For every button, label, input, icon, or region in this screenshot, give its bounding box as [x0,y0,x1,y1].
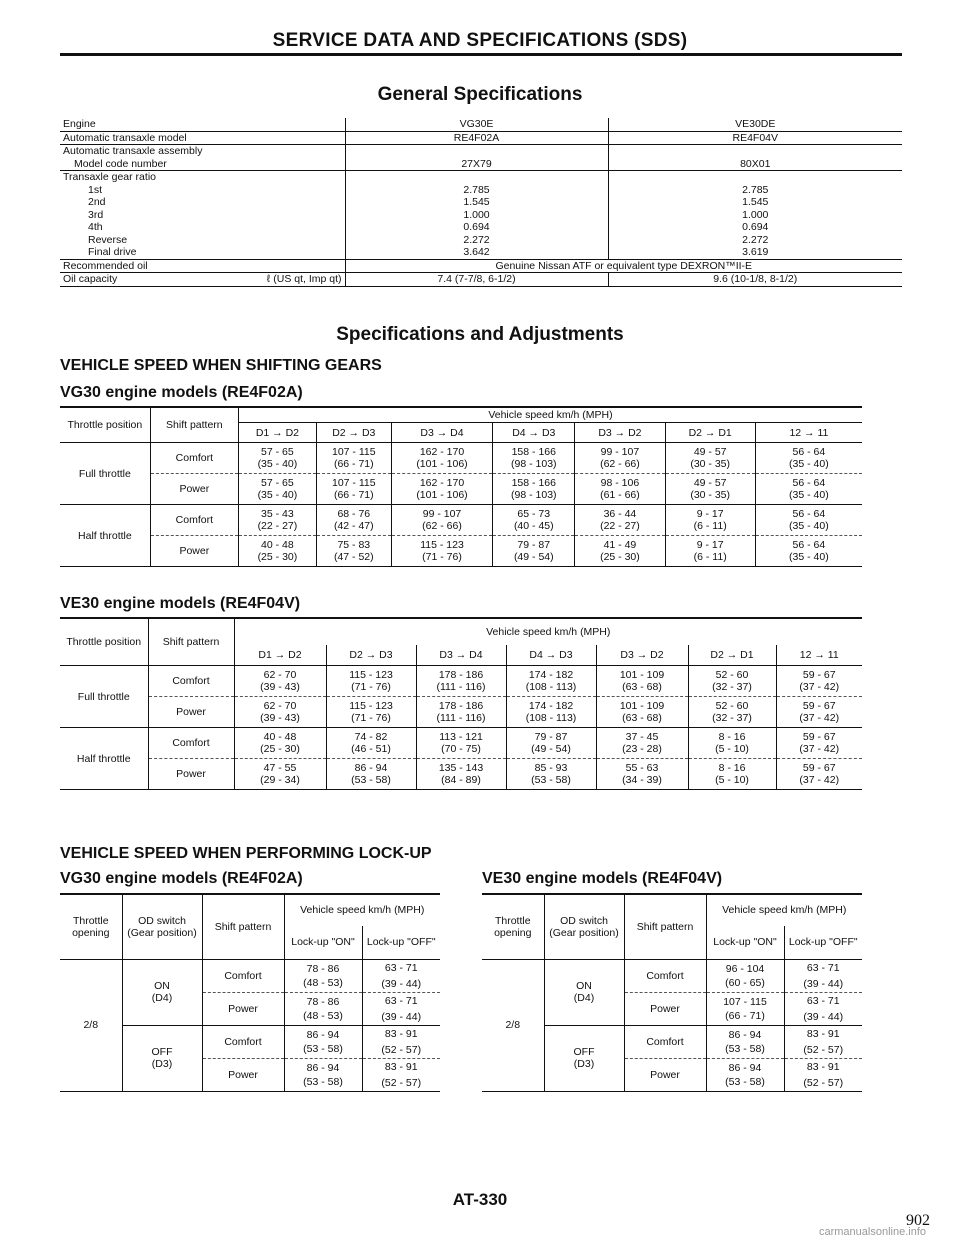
table-row: Power 40 - 48 75 - 83 115 - 123 79 - 87 41 - 49 9 - 17 56 - 64 [60,536,862,552]
table-row: Half throttle Comfort 40 - 48 74 - 82 113 - 121 79 - 87 37 - 45 8 - 16 59 - 67 [60,728,862,744]
speed-kmh-cell: 68 - 76 [316,505,391,521]
lockup-on-kmh: 86 - 94 [284,1025,362,1042]
lockup-off-mph: (39 - 44) [362,1009,440,1026]
speed-kmh-cell: 59 - 67 [776,759,862,775]
lockup-off-kmh: 83 - 91 [784,1025,862,1042]
lockup-off-mph: (52 - 57) [784,1075,862,1092]
speed-mph-cell: (22 - 27) [238,520,316,536]
speed-mph-cell: (37 - 42) [776,774,862,790]
oil-capacity-ve: 9.6 (10-1/8, 8-1/2) [608,273,902,287]
speed-mph-cell: (108 - 113) [506,681,596,697]
speed-mph-cell: (62 - 66) [391,520,493,536]
shift-speed-heading: VEHICLE SPEED WHEN SHIFTING GEARS [60,357,382,374]
speed-mph-cell: (71 - 76) [326,712,416,728]
vehicle-speed-header: Vehicle speed km/h (MPH) [284,894,440,926]
speed-mph-cell: (70 - 75) [416,743,506,759]
lockup-on-header: Lock-up "ON" [706,926,784,960]
transition-header-5: D2 → D1 [688,645,776,665]
lockup-off-kmh: 83 - 91 [784,1058,862,1075]
table-row [60,407,862,423]
speed-mph-cell: (46 - 51) [326,743,416,759]
speed-mph-cell: (98 - 103) [493,489,575,505]
speed-mph-cell: (35 - 40) [755,489,862,505]
od-on-cell: ON (D4) [544,960,624,1026]
throttle-position-header: Throttle position [60,407,150,443]
table-row: Power 57 - 65 107 - 115 162 - 170 158 - 166 98 - 106 49 - 57 56 - 64 [60,474,862,490]
gear-ratio-label: Transaxle gear ratio [63,171,156,184]
transition-header-5: D2 → D1 [665,423,755,443]
transition-header-4: D3 → D2 [596,645,688,665]
speed-mph-cell: (22 - 27) [575,520,665,536]
speed-kmh-cell: 115 - 123 [326,697,416,713]
speed-kmh-cell: 56 - 64 [755,505,862,521]
speed-mph-cell: (98 - 103) [493,458,575,474]
lockup-on-mph: (53 - 58) [706,1042,784,1059]
speed-kmh-cell: 59 - 67 [776,666,862,682]
speed-mph-cell: (40 - 45) [493,520,575,536]
speed-mph-cell: (30 - 35) [665,489,755,505]
lockup-on-mph: (53 - 58) [706,1075,784,1092]
speed-mph-cell: (5 - 10) [688,743,776,759]
table-row: Reverse 2.272 2.272 [60,234,902,247]
speed-mph-cell: (66 - 71) [316,458,391,474]
speed-mph-cell: (111 - 116) [416,681,506,697]
watermark: carmanualsonline.info [818,1226,926,1238]
speed-kmh-cell: 59 - 67 [776,728,862,744]
lockup-on-mph: (66 - 71) [706,1009,784,1026]
speed-kmh-cell: 55 - 63 [596,759,688,775]
table-row: 1st 2.785 2.785 [60,184,902,197]
speed-mph-cell: (6 - 11) [665,520,755,536]
speed-kmh-cell: 74 - 82 [326,728,416,744]
transition-header-6: 12 → 11 [776,645,862,665]
speed-kmh-cell: 135 - 143 [416,759,506,775]
speed-mph-cell: (25 - 30) [238,551,316,567]
transition-header-2: D3 → D4 [416,645,506,665]
lockup-on-kmh: 78 - 86 [284,960,362,976]
throttle-opening-header: Throttle opening [482,894,544,960]
shift-pattern-cell: Power [624,992,706,1025]
vg30-lockup-table [60,893,440,1092]
full-throttle-label: Full throttle [60,443,150,505]
lockup-off-kmh: 63 - 71 [362,992,440,1009]
table-row: Final drive 3.642 3.619 [60,246,902,259]
table-row [60,131,902,145]
throttle-opening-header: Throttle opening [60,894,122,960]
speed-mph-cell: (35 - 40) [238,489,316,505]
general-specifications-table [60,118,902,287]
ve30-lockup-table [482,893,862,1092]
recommended-oil-label: Recommended oil [60,259,345,273]
speed-mph-cell: (37 - 42) [776,743,862,759]
table-row [60,145,902,158]
speed-mph-cell: (53 - 58) [326,774,416,790]
speed-kmh-cell: 9 - 17 [665,536,755,552]
transition-header-1: D2 → D3 [316,423,391,443]
ve30-lockup-heading: VE30 engine models (RE4F04V) [482,870,723,887]
table-row: Half throttle Comfort 35 - 43 68 - 76 99 - 107 65 - 73 36 - 44 9 - 17 56 - 64 [60,505,862,521]
page-code: AT-330 [452,1190,508,1209]
lockup-off-mph: (52 - 57) [362,1042,440,1059]
lockup-off-header: Lock-up "OFF" [362,926,440,960]
table-row: 2nd 1.545 1.545 [60,196,902,209]
speed-kmh-cell: 101 - 109 [596,666,688,682]
speed-kmh-cell: 101 - 109 [596,697,688,713]
speed-kmh-cell: 57 - 65 [238,474,316,490]
model-code-ve: 80X01 [608,158,902,171]
transaxle-model-ve: RE4F04V [608,131,902,145]
speed-mph-cell: (66 - 71) [316,489,391,505]
engine-ve: VE30DE [608,118,902,131]
lockup-on-mph: (48 - 53) [284,1009,362,1026]
table-row [60,158,902,171]
lockup-on-kmh: 78 - 86 [284,992,362,1009]
speed-kmh-cell: 99 - 107 [391,505,493,521]
model-code-vg: 27X79 [345,158,608,171]
speed-mph-cell: (35 - 40) [755,520,862,536]
speed-kmh-cell: 52 - 60 [688,666,776,682]
table-row: 3rd 1.000 1.000 [60,209,902,222]
throttle-opening-value: 2/8 [60,960,122,1092]
vg30-lockup-heading: VG30 engine models (RE4F02A) [60,870,303,887]
speed-mph-cell: (35 - 40) [755,458,862,474]
table-row: Power 62 - 70 115 - 123 178 - 186 174 - 182 101 - 109 52 - 60 59 - 67 [60,697,862,713]
speed-mph-cell: (84 - 89) [416,774,506,790]
shift-pattern-header: Shift pattern [624,894,706,960]
lockup-off-mph: (39 - 44) [784,1009,862,1026]
speed-kmh-cell: 62 - 70 [234,666,326,682]
page-number: 902 [906,1212,930,1229]
lockup-on-mph: (60 - 65) [706,976,784,993]
table-row [60,171,902,184]
transaxle-model-label: Automatic transaxle model [60,131,345,145]
speed-kmh-cell: 41 - 49 [575,536,665,552]
oil-capacity-label: Oil capacity [63,273,118,286]
speed-kmh-cell: 62 - 70 [234,697,326,713]
model-code-label: Model code number [60,158,345,171]
speed-mph-cell: (108 - 113) [506,712,596,728]
speed-kmh-cell: 57 - 65 [238,443,316,459]
speed-mph-cell: (35 - 40) [238,458,316,474]
transition-header-2: D3 → D4 [391,423,493,443]
shift-pattern-header: Shift pattern [150,407,238,443]
oil-capacity-vg: 7.4 (7-7/8, 6-1/2) [345,273,608,287]
vehicle-speed-header: Vehicle speed km/h (MPH) [238,407,862,423]
speed-mph-cell: (32 - 37) [688,712,776,728]
transaxle-model-vg: RE4F02A [345,131,608,145]
od-on-cell: ON (D4) [122,960,202,1026]
speed-kmh-cell: 85 - 93 [506,759,596,775]
speed-mph-cell: (61 - 66) [575,489,665,505]
speed-mph-cell: (101 - 106) [391,458,493,474]
lockup-off-kmh: 63 - 71 [784,992,862,1009]
transition-header-1: D2 → D3 [326,645,416,665]
od-off-cell: OFF (D3) [122,1025,202,1091]
lockup-on-kmh: 86 - 94 [284,1058,362,1075]
speed-kmh-cell: 40 - 48 [234,728,326,744]
speed-mph-cell: (49 - 54) [506,743,596,759]
table-row [482,894,862,926]
shift-pattern-cell: Power [202,992,284,1025]
od-off-cell: OFF (D3) [544,1025,624,1091]
lockup-on-kmh: 107 - 115 [706,992,784,1009]
speed-mph-cell: (47 - 52) [316,551,391,567]
speed-mph-cell: (37 - 42) [776,681,862,697]
full-throttle-label: Full throttle [60,666,148,728]
lockup-on-mph: (53 - 58) [284,1075,362,1092]
lockup-on-kmh: 96 - 104 [706,960,784,976]
speed-kmh-cell: 115 - 123 [326,666,416,682]
shift-pattern-cell: Comfort [202,960,284,993]
vehicle-speed-header: Vehicle speed km/h (MPH) [706,894,862,926]
assembly-label: Automatic transaxle assembly [63,145,203,158]
transition-header-3: D4 → D3 [493,423,575,443]
speed-kmh-cell: 65 - 73 [493,505,575,521]
lockup-on-mph: (48 - 53) [284,976,362,993]
shift-pattern-cell: Power [624,1058,706,1091]
speed-kmh-cell: 79 - 87 [506,728,596,744]
half-throttle-label: Half throttle [60,728,148,790]
shift-pattern-header: Shift pattern [148,618,234,666]
speed-kmh-cell: 49 - 57 [665,474,755,490]
transition-header-0: D1 → D2 [238,423,316,443]
lockup-on-kmh: 86 - 94 [706,1058,784,1075]
speed-mph-cell: (53 - 58) [506,774,596,790]
speed-mph-cell: (62 - 66) [575,458,665,474]
speed-mph-cell: (23 - 28) [596,743,688,759]
table-row [482,960,862,976]
speed-kmh-cell: 107 - 115 [316,443,391,459]
table-row [60,259,902,273]
speed-mph-cell: (34 - 39) [596,774,688,790]
speed-mph-cell: (42 - 47) [316,520,391,536]
oil-capacity-unit: ℓ (US qt, Imp qt) [266,273,342,286]
lockup-on-mph: (53 - 58) [284,1042,362,1059]
speed-mph-cell: (37 - 42) [776,712,862,728]
speed-mph-cell: (101 - 106) [391,489,493,505]
speed-kmh-cell: 36 - 44 [575,505,665,521]
speed-kmh-cell: 115 - 123 [391,536,493,552]
lockup-off-mph: (39 - 44) [362,976,440,993]
speed-kmh-cell: 56 - 64 [755,474,862,490]
table-row: Full throttle Comfort 57 - 65 107 - 115 162 - 170 158 - 166 99 - 107 49 - 57 56 - 64 [60,443,862,459]
page-title: SERVICE DATA AND SPECIFICATIONS (SDS) [272,30,688,51]
speed-mph-cell: (111 - 116) [416,712,506,728]
speed-kmh-cell: 98 - 106 [575,474,665,490]
lockup-off-mph: (39 - 44) [784,976,862,993]
speed-kmh-cell: 49 - 57 [665,443,755,459]
speed-kmh-cell: 99 - 107 [575,443,665,459]
table-row [60,894,440,926]
speed-kmh-cell: 47 - 55 [234,759,326,775]
speed-kmh-cell: 178 - 186 [416,666,506,682]
table-row [60,960,440,976]
transition-header-0: D1 → D2 [234,645,326,665]
speed-mph-cell: (63 - 68) [596,681,688,697]
speed-kmh-cell: 59 - 67 [776,697,862,713]
engine-label: Engine [60,118,345,131]
speed-mph-cell: (71 - 76) [391,551,493,567]
shift-pattern-cell: Power [202,1058,284,1091]
speed-mph-cell: (63 - 68) [596,712,688,728]
table-row [60,273,902,287]
lockup-off-kmh: 83 - 91 [362,1058,440,1075]
shift-pattern-cell: Comfort [624,1025,706,1058]
vg30-shift-heading: VG30 engine models (RE4F02A) [60,384,303,401]
speed-kmh-cell: 162 - 170 [391,443,493,459]
speed-kmh-cell: 56 - 64 [755,443,862,459]
lockup-off-header: Lock-up "OFF" [784,926,862,960]
speed-mph-cell: (29 - 34) [234,774,326,790]
lockup-on-kmh: 86 - 94 [706,1025,784,1042]
ve30-shift-heading: VE30 engine models (RE4F04V) [60,595,301,612]
table-row: Full throttle Comfort 62 - 70 115 - 123 178 - 186 174 - 182 101 - 109 52 - 60 59 - 67 [60,666,862,682]
engine-vg: VG30E [345,118,608,131]
speed-mph-cell: (5 - 10) [688,774,776,790]
speed-kmh-cell: 56 - 64 [755,536,862,552]
speed-kmh-cell: 9 - 17 [665,505,755,521]
speed-mph-cell: (71 - 76) [326,681,416,697]
speed-mph-cell: (32 - 37) [688,681,776,697]
table-row: Power 47 - 55 86 - 94 135 - 143 85 - 93 55 - 63 8 - 16 59 - 67 [60,759,862,775]
speed-kmh-cell: 40 - 48 [238,536,316,552]
speed-kmh-cell: 107 - 115 [316,474,391,490]
shift-pattern-header: Shift pattern [202,894,284,960]
speed-mph-cell: (39 - 43) [234,712,326,728]
speed-kmh-cell: 158 - 166 [493,443,575,459]
speed-kmh-cell: 113 - 121 [416,728,506,744]
speed-mph-cell: (49 - 54) [493,551,575,567]
speed-mph-cell: (35 - 40) [755,551,862,567]
lockup-off-kmh: 63 - 71 [362,960,440,976]
speed-kmh-cell: 79 - 87 [493,536,575,552]
speed-kmh-cell: 174 - 182 [506,697,596,713]
transition-header-3: D4 → D3 [506,645,596,665]
transition-header-4: D3 → D2 [575,423,665,443]
speed-kmh-cell: 35 - 43 [238,505,316,521]
lockup-off-mph: (52 - 57) [784,1042,862,1059]
lockup-off-kmh: 63 - 71 [784,960,862,976]
transition-header-6: 12 → 11 [755,423,862,443]
speed-kmh-cell: 52 - 60 [688,697,776,713]
speed-mph-cell: (6 - 11) [665,551,755,567]
od-switch-header: OD switch (Gear position) [544,894,624,960]
speed-kmh-cell: 8 - 16 [688,728,776,744]
speed-kmh-cell: 86 - 94 [326,759,416,775]
speed-kmh-cell: 162 - 170 [391,474,493,490]
vg30-shift-table [60,406,862,567]
speed-kmh-cell: 158 - 166 [493,474,575,490]
speed-mph-cell: (25 - 30) [234,743,326,759]
speed-mph-cell: (25 - 30) [575,551,665,567]
lockup-on-header: Lock-up "ON" [284,926,362,960]
general-specifications-title: General Specifications [377,84,583,105]
speed-kmh-cell: 75 - 83 [316,536,391,552]
speed-kmh-cell: 8 - 16 [688,759,776,775]
speed-mph-cell: (30 - 35) [665,458,755,474]
lockup-off-kmh: 83 - 91 [362,1025,440,1042]
half-throttle-label: Half throttle [60,505,150,567]
throttle-position-header: Throttle position [60,618,148,666]
speed-kmh-cell: 174 - 182 [506,666,596,682]
throttle-opening-value: 2/8 [482,960,544,1092]
shift-pattern-cell: Comfort [624,960,706,993]
table-row: 4th 0.694 0.694 [60,221,902,234]
ve30-shift-table [60,617,862,790]
speed-mph-cell: (39 - 43) [234,681,326,697]
lockup-heading: VEHICLE SPEED WHEN PERFORMING LOCK-UP [60,845,432,862]
specs-adjustments-title: Specifications and Adjustments [336,324,624,345]
vehicle-speed-header: Vehicle speed km/h (MPH) [234,618,862,645]
title-rule [60,53,902,56]
table-row [60,618,862,645]
speed-kmh-cell: 37 - 45 [596,728,688,744]
lockup-off-mph: (52 - 57) [362,1075,440,1092]
table-row [60,118,902,131]
speed-kmh-cell: 178 - 186 [416,697,506,713]
shift-pattern-cell: Comfort [202,1025,284,1058]
od-switch-header: OD switch (Gear position) [122,894,202,960]
recommended-oil-value: Genuine Nissan ATF or equivalent type DEXRON™II-E [345,259,902,273]
